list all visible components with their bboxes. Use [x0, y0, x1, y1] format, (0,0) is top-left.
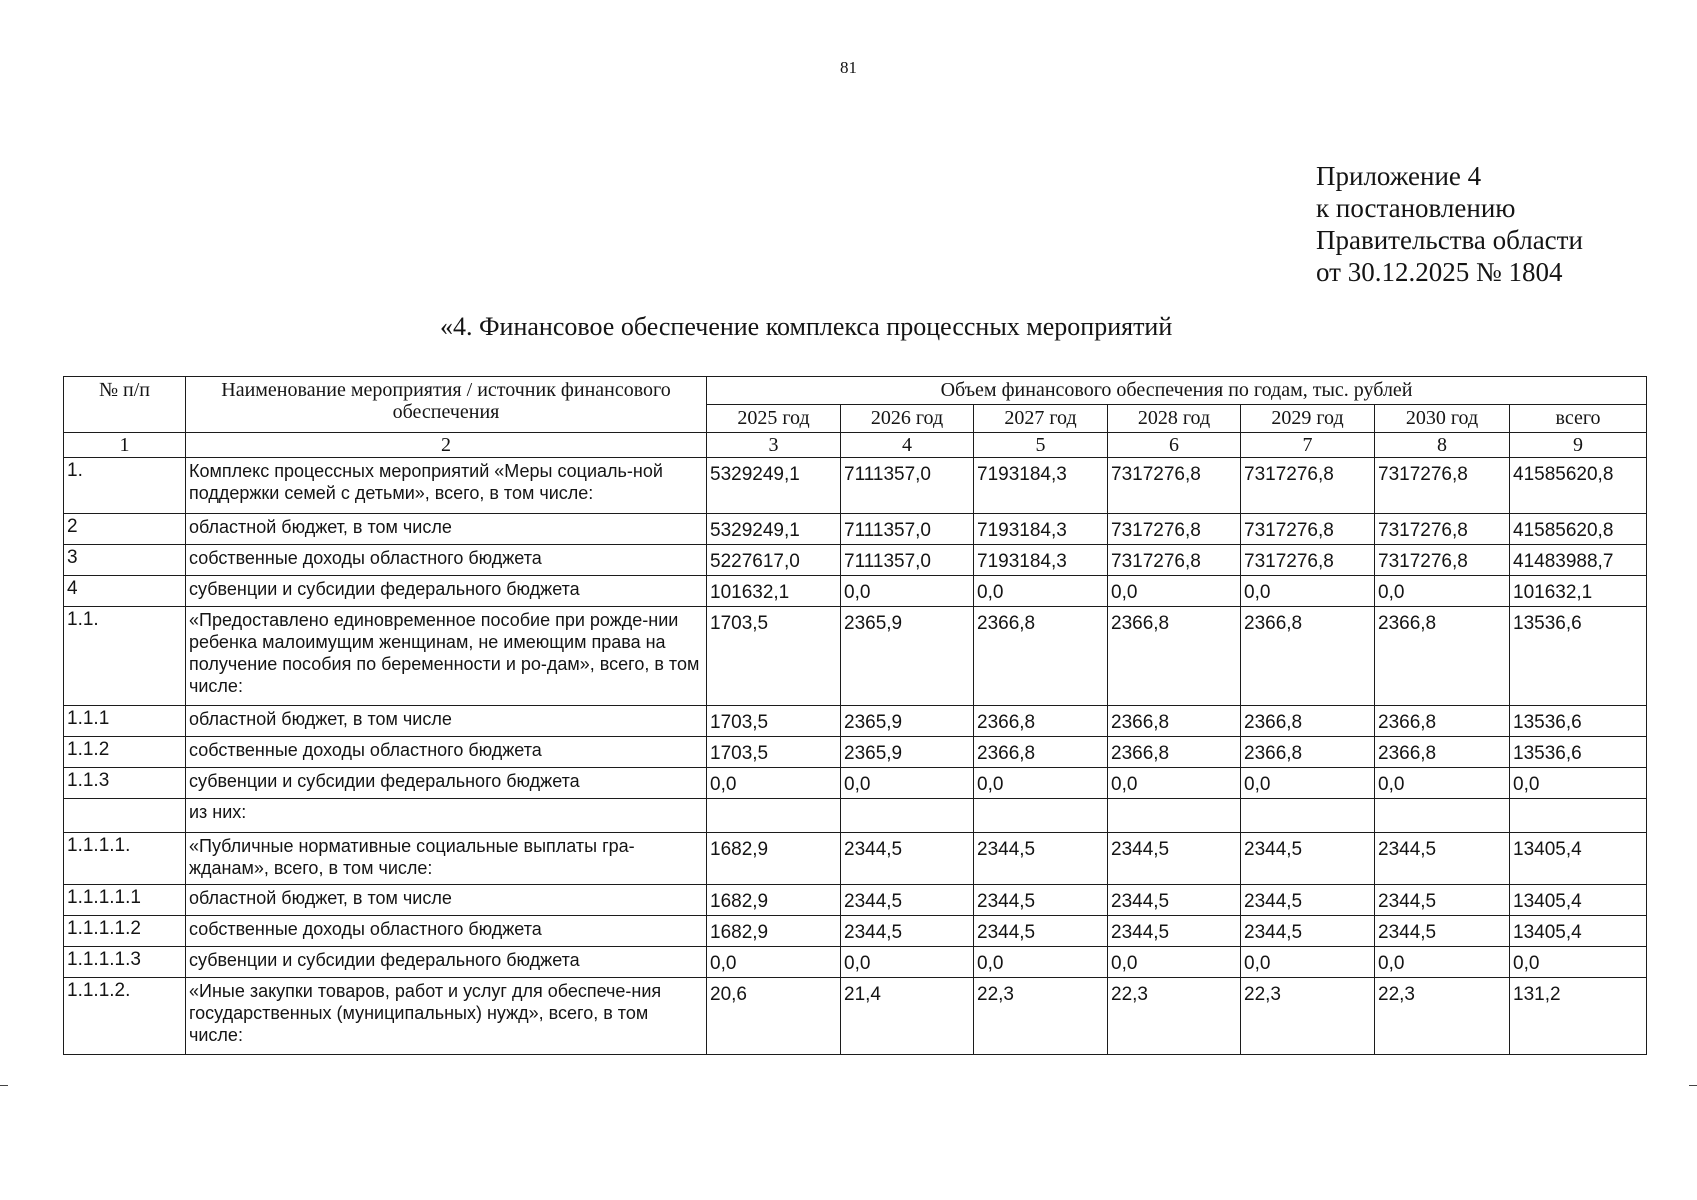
header-year-2025: 2025 год	[707, 405, 841, 433]
row-value: 2344,5	[1108, 916, 1241, 947]
row-value	[841, 799, 974, 833]
row-value: 0,0	[1510, 768, 1647, 799]
row-value: 2365,9	[841, 737, 974, 768]
column-number-row	[64, 433, 1647, 458]
header-year-2030: 2030 год	[1375, 405, 1510, 433]
row-name: субвенции и субсидии федерального бюджета	[186, 576, 707, 607]
row-value: 2366,8	[1375, 607, 1510, 706]
row-value: 0,0	[1108, 576, 1241, 607]
row-number: 1.1.1.1.2	[64, 916, 186, 947]
table-row	[64, 545, 1647, 576]
row-value: 41483988,7	[1510, 545, 1647, 576]
row-number: 2	[64, 514, 186, 545]
row-name: собственные доходы областного бюджета	[186, 545, 707, 576]
column-number: 1	[64, 433, 186, 458]
row-value: 1703,5	[707, 607, 841, 706]
appendix-line-1: Приложение 4	[1316, 161, 1482, 191]
row-value: 1682,9	[707, 916, 841, 947]
row-value: 22,3	[1375, 978, 1510, 1055]
header-num: № п/п	[64, 377, 186, 433]
row-value: 2366,8	[1375, 737, 1510, 768]
row-number: 1.	[64, 458, 186, 514]
table-row	[64, 514, 1647, 545]
appendix-line-2: к постановлению	[1316, 193, 1516, 223]
header-volume: Объем финансового обеспечения по годам, тыс. рублей	[707, 377, 1647, 405]
row-value: 0,0	[841, 947, 974, 978]
row-value: 2344,5	[841, 885, 974, 916]
row-value: 2366,8	[1375, 706, 1510, 737]
row-value: 1682,9	[707, 885, 841, 916]
row-value: 0,0	[841, 576, 974, 607]
row-number: 1.1.2	[64, 737, 186, 768]
table-row	[64, 737, 1647, 768]
row-value: 7317276,8	[1108, 458, 1241, 514]
table-row	[64, 833, 1647, 885]
row-name: «Публичные нормативные социальные выплаты гра-жданам», всего, в том числе:	[186, 833, 707, 885]
table-row	[64, 576, 1647, 607]
row-value: 7317276,8	[1241, 458, 1375, 514]
row-value: 2366,8	[974, 607, 1108, 706]
row-value: 20,6	[707, 978, 841, 1055]
financing-table	[63, 376, 1647, 1055]
row-value: 7111357,0	[841, 545, 974, 576]
row-value: 2344,5	[841, 833, 974, 885]
row-value: 22,3	[1241, 978, 1375, 1055]
row-value: 2344,5	[1375, 885, 1510, 916]
row-value: 7317276,8	[1375, 545, 1510, 576]
row-value: 7317276,8	[1375, 458, 1510, 514]
header-name: Наименование мероприятия / источник финансового обеспечения	[186, 377, 707, 433]
row-value: 13536,6	[1510, 607, 1647, 706]
row-value	[707, 799, 841, 833]
row-value: 2366,8	[1108, 607, 1241, 706]
table-row	[64, 947, 1647, 978]
row-value: 0,0	[707, 947, 841, 978]
row-value: 2366,8	[1241, 737, 1375, 768]
header-year-2028: 2028 год	[1108, 405, 1241, 433]
row-name: из них:	[186, 799, 707, 833]
row-number: 1.1.3	[64, 768, 186, 799]
row-value: 2344,5	[1241, 885, 1375, 916]
table-row	[64, 978, 1647, 1055]
row-value: 2344,5	[1108, 833, 1241, 885]
row-value: 0,0	[1241, 947, 1375, 978]
appendix-line-3: Правительства области	[1316, 225, 1583, 255]
row-value: 7317276,8	[1108, 514, 1241, 545]
scan-edge-mark	[0, 1085, 8, 1086]
row-value: 0,0	[1241, 576, 1375, 607]
row-value: 7111357,0	[841, 514, 974, 545]
row-value: 2344,5	[1108, 885, 1241, 916]
row-value: 1703,5	[707, 706, 841, 737]
row-value: 7317276,8	[1108, 545, 1241, 576]
row-number: 1.1.	[64, 607, 186, 706]
appendix-line-4: от 30.12.2025 № 1804	[1316, 257, 1563, 287]
row-number	[64, 799, 186, 833]
row-value: 101632,1	[707, 576, 841, 607]
row-value: 7193184,3	[974, 514, 1108, 545]
row-value	[974, 799, 1108, 833]
table-row	[64, 885, 1647, 916]
row-value: 2344,5	[841, 916, 974, 947]
row-value: 1703,5	[707, 737, 841, 768]
column-number: 9	[1510, 433, 1647, 458]
row-number: 1.1.1.1.	[64, 833, 186, 885]
row-value: 41585620,8	[1510, 514, 1647, 545]
column-number: 5	[974, 433, 1108, 458]
row-value: 22,3	[974, 978, 1108, 1055]
column-number: 7	[1241, 433, 1375, 458]
table-row	[64, 607, 1647, 706]
row-value: 13536,6	[1510, 737, 1647, 768]
row-value: 2344,5	[1241, 833, 1375, 885]
row-value: 13536,6	[1510, 706, 1647, 737]
row-value: 0,0	[974, 576, 1108, 607]
table-row	[64, 768, 1647, 799]
row-name: областной бюджет, в том числе	[186, 514, 707, 545]
page-number: 81	[840, 58, 857, 77]
row-value: 0,0	[707, 768, 841, 799]
table-row	[64, 706, 1647, 737]
row-name: «Иные закупки товаров, работ и услуг для обеспече-ния государственных (муниципальных) нужд», всего, в том числе:	[186, 978, 707, 1055]
row-value: 2365,9	[841, 706, 974, 737]
row-value: 7317276,8	[1375, 514, 1510, 545]
row-value: 2344,5	[1241, 916, 1375, 947]
row-value: 13405,4	[1510, 885, 1647, 916]
row-name: областной бюджет, в том числе	[186, 885, 707, 916]
row-value: 2366,8	[1241, 706, 1375, 737]
row-number: 4	[64, 576, 186, 607]
row-value: 1682,9	[707, 833, 841, 885]
row-number: 3	[64, 545, 186, 576]
row-value: 2366,8	[1108, 706, 1241, 737]
header-year-2029: 2029 год	[1241, 405, 1375, 433]
row-value: 2344,5	[1375, 833, 1510, 885]
row-value: 0,0	[1375, 768, 1510, 799]
column-number: 3	[707, 433, 841, 458]
row-value: 2365,9	[841, 607, 974, 706]
row-value: 13405,4	[1510, 833, 1647, 885]
row-value: 0,0	[1375, 947, 1510, 978]
row-value	[1108, 799, 1241, 833]
scan-edge-mark	[1689, 1085, 1697, 1086]
row-name: Комплекс процессных мероприятий «Меры социаль-ной поддержки семей с детьми», всего, в том числе:	[186, 458, 707, 514]
row-name: собственные доходы областного бюджета	[186, 737, 707, 768]
row-name: субвенции и субсидии федерального бюджета	[186, 768, 707, 799]
header-year-2027: 2027 год	[974, 405, 1108, 433]
row-value	[1510, 799, 1647, 833]
row-value: 0,0	[1108, 768, 1241, 799]
row-value: 131,2	[1510, 978, 1647, 1055]
row-value: 7111357,0	[841, 458, 974, 514]
table-row	[64, 799, 1647, 833]
row-value: 5329249,1	[707, 514, 841, 545]
table-row	[64, 916, 1647, 947]
row-value: 2366,8	[1241, 607, 1375, 706]
row-value: 2366,8	[1108, 737, 1241, 768]
column-number: 8	[1375, 433, 1510, 458]
header-year-2026: 2026 год	[841, 405, 974, 433]
row-number: 1.1.1.1.1	[64, 885, 186, 916]
row-number: 1.1.1.1.3	[64, 947, 186, 978]
row-value: 5329249,1	[707, 458, 841, 514]
row-value: 0,0	[841, 768, 974, 799]
table-row	[64, 458, 1647, 514]
row-name: собственные доходы областного бюджета	[186, 916, 707, 947]
document-title: «4. Финансовое обеспечение комплекса процессных мероприятий	[440, 312, 1173, 341]
row-value	[1375, 799, 1510, 833]
row-value: 22,3	[1108, 978, 1241, 1055]
row-value: 0,0	[1375, 576, 1510, 607]
column-number: 6	[1108, 433, 1241, 458]
row-value: 7193184,3	[974, 545, 1108, 576]
appendix-block	[1316, 160, 1583, 288]
row-value: 101632,1	[1510, 576, 1647, 607]
row-value: 2366,8	[974, 706, 1108, 737]
row-number: 1.1.1.2.	[64, 978, 186, 1055]
row-value: 7317276,8	[1241, 514, 1375, 545]
row-value	[1241, 799, 1375, 833]
row-name: «Предоставлено единовременное пособие при рожде-нии ребенка малоимущим женщинам, не имеющим права на получение пособия по беременности и ро-дам», всего, в том числе:	[186, 607, 707, 706]
row-value: 7317276,8	[1241, 545, 1375, 576]
column-number: 4	[841, 433, 974, 458]
row-value: 2344,5	[974, 885, 1108, 916]
row-value: 2344,5	[974, 916, 1108, 947]
row-value: 0,0	[1108, 947, 1241, 978]
row-value: 2366,8	[974, 737, 1108, 768]
row-value: 0,0	[974, 947, 1108, 978]
row-value: 2344,5	[974, 833, 1108, 885]
row-value: 5227617,0	[707, 545, 841, 576]
row-value: 21,4	[841, 978, 974, 1055]
header-total: всего	[1510, 405, 1647, 433]
row-value: 2344,5	[1375, 916, 1510, 947]
row-value: 0,0	[1510, 947, 1647, 978]
row-value: 7193184,3	[974, 458, 1108, 514]
row-value: 0,0	[1241, 768, 1375, 799]
row-value: 0,0	[974, 768, 1108, 799]
row-name: субвенции и субсидии федерального бюджета	[186, 947, 707, 978]
row-value: 13405,4	[1510, 916, 1647, 947]
row-value: 41585620,8	[1510, 458, 1647, 514]
column-number: 2	[186, 433, 707, 458]
row-name: областной бюджет, в том числе	[186, 706, 707, 737]
row-number: 1.1.1	[64, 706, 186, 737]
